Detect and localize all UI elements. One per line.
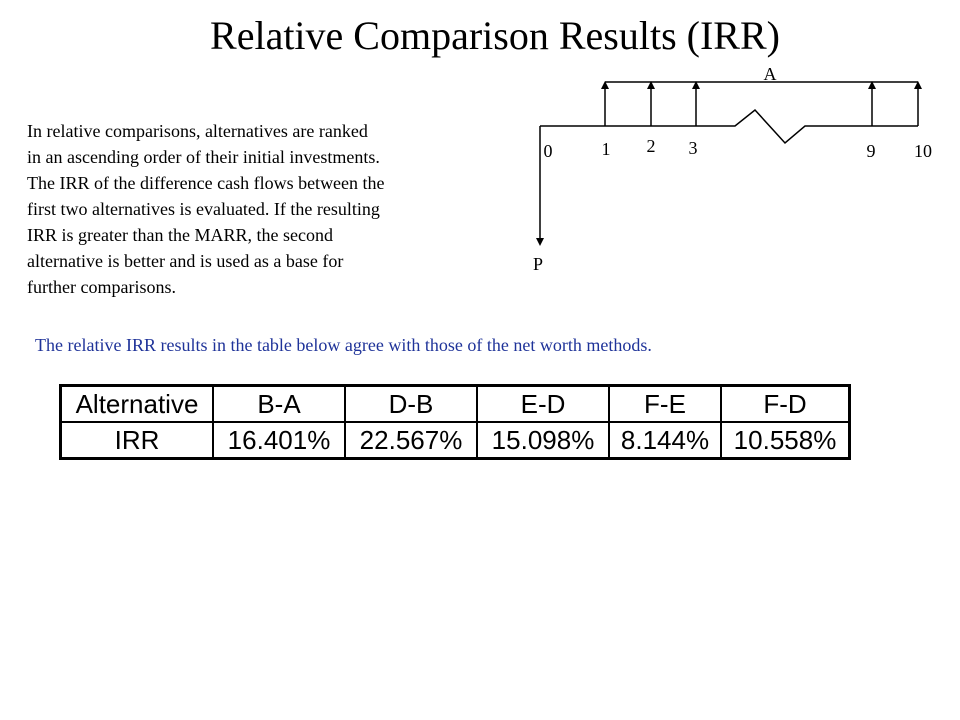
period-label-9: 9 xyxy=(866,141,876,161)
annuity-label: A xyxy=(763,64,777,84)
paragraph-line: In relative comparisons, alternatives are ranked xyxy=(27,121,368,141)
paragraph-line: The IRR of the difference cash flows between the xyxy=(27,173,385,193)
table-cell: 8.144% xyxy=(609,422,721,459)
table-cell: IRR xyxy=(61,422,214,459)
table-cell: 22.567% xyxy=(345,422,477,459)
table-cell: B-A xyxy=(213,386,345,423)
slide-title: Relative Comparison Results (IRR) xyxy=(210,13,780,58)
present-value-label: P xyxy=(532,254,544,274)
table-cell: F-D xyxy=(721,386,850,423)
table-cell: Alternative xyxy=(61,386,214,423)
table-cell: 15.098% xyxy=(477,422,609,459)
period-label-0: 0 xyxy=(543,141,553,161)
paragraph-line: alternative is better and is used as a base for xyxy=(27,251,344,271)
table-cell: 16.401% xyxy=(213,422,345,459)
table-header-row xyxy=(61,386,850,423)
irr-results-table xyxy=(59,384,851,460)
table-cell: D-B xyxy=(345,386,477,423)
timeline-axis xyxy=(540,110,918,143)
period-label-10: 10 xyxy=(914,141,932,161)
table-cell: F-E xyxy=(609,386,721,423)
paragraph-line: further comparisons. xyxy=(27,277,176,297)
explanation-paragraph xyxy=(27,118,517,300)
paragraph-line: in an ascending order of their initial investments. xyxy=(27,147,380,167)
results-note: The relative IRR results in the table below agree with those of the net worth methods. xyxy=(35,335,652,355)
paragraph-line: first two alternatives is evaluated. If the resulting xyxy=(27,199,380,219)
table-cell: 10.558% xyxy=(721,422,850,459)
period-label-1: 1 xyxy=(601,139,611,159)
table-row xyxy=(61,422,850,459)
cash-flow-diagram xyxy=(520,55,950,285)
table-cell: E-D xyxy=(477,386,609,423)
period-label-3: 3 xyxy=(688,138,698,158)
period-label-2: 2 xyxy=(646,136,656,156)
paragraph-line: IRR is greater than the MARR, the second xyxy=(27,225,333,245)
